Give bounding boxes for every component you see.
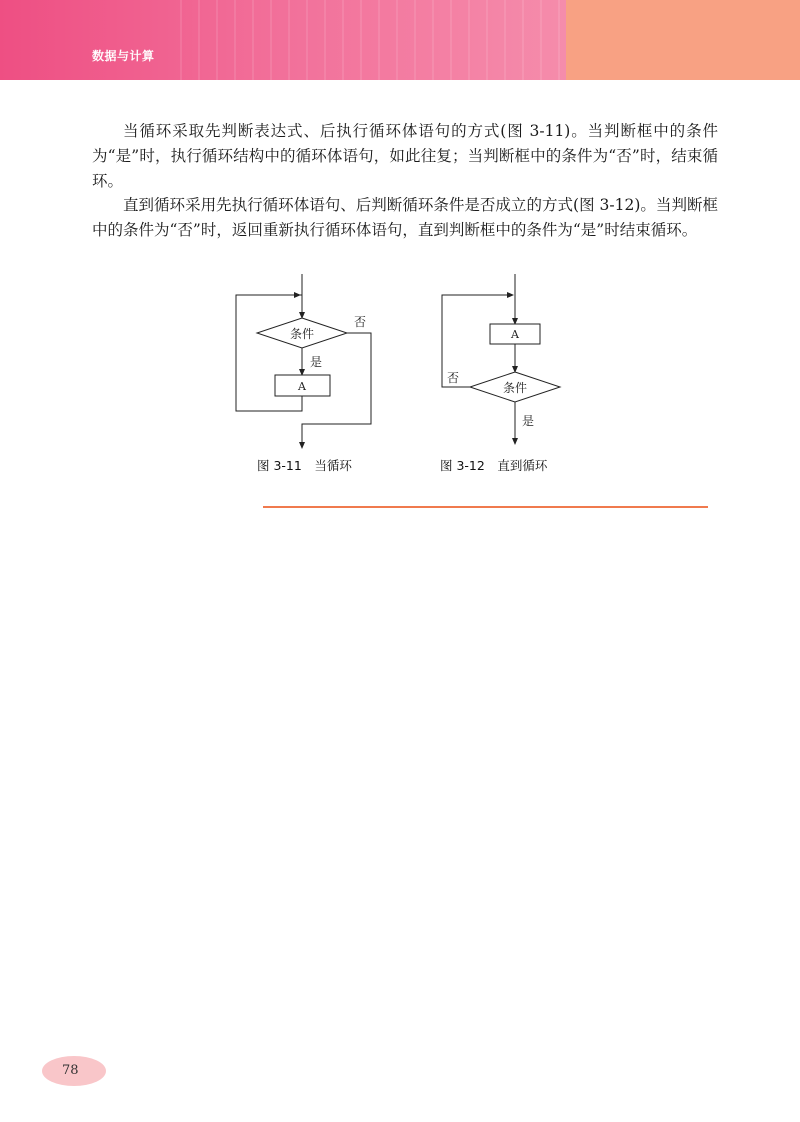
figure-caption-3-12: 图 3-12 直到循环 (440, 458, 548, 473)
fig1-condition-label: 条件 (289, 327, 315, 341)
page-number: 78 (62, 1063, 79, 1078)
paragraph-while-loop: 当循环采取先判断表达式、后执行循环体语句的方式(图 3-11)。当判断框中的条件为“是”时，执行循环结构中的循环体语句，如此往复；当判断框中的条件为“否”时，结束循环。 (92, 122, 718, 190)
fig2-box-label: A (511, 328, 519, 341)
chapter-title: 数据与计算 (92, 49, 155, 63)
figure-caption-3-11: 图 3-11 当循环 (257, 458, 352, 473)
paragraph-until-loop: 直到循环采用先执行循环体语句、后判断循环条件是否成立的方式(图 3-12)。当判断框中的条件为“否”时，返回重新执行循环体语句，直到判断框中的条件为“是”时结束循环。 (92, 196, 718, 239)
fig1-box-label: A (298, 380, 306, 393)
fig1-yes-label: 是 (309, 355, 323, 369)
figure-while-loop (236, 274, 371, 448)
figure-until-loop (442, 274, 560, 444)
fig2-condition-label: 条件 (502, 381, 528, 395)
section-divider (263, 506, 708, 508)
flowchart-figures (0, 0, 800, 500)
fig2-no-label: 否 (446, 371, 460, 385)
fig1-no-label: 否 (353, 315, 367, 329)
fig2-yes-label: 是 (521, 414, 535, 428)
